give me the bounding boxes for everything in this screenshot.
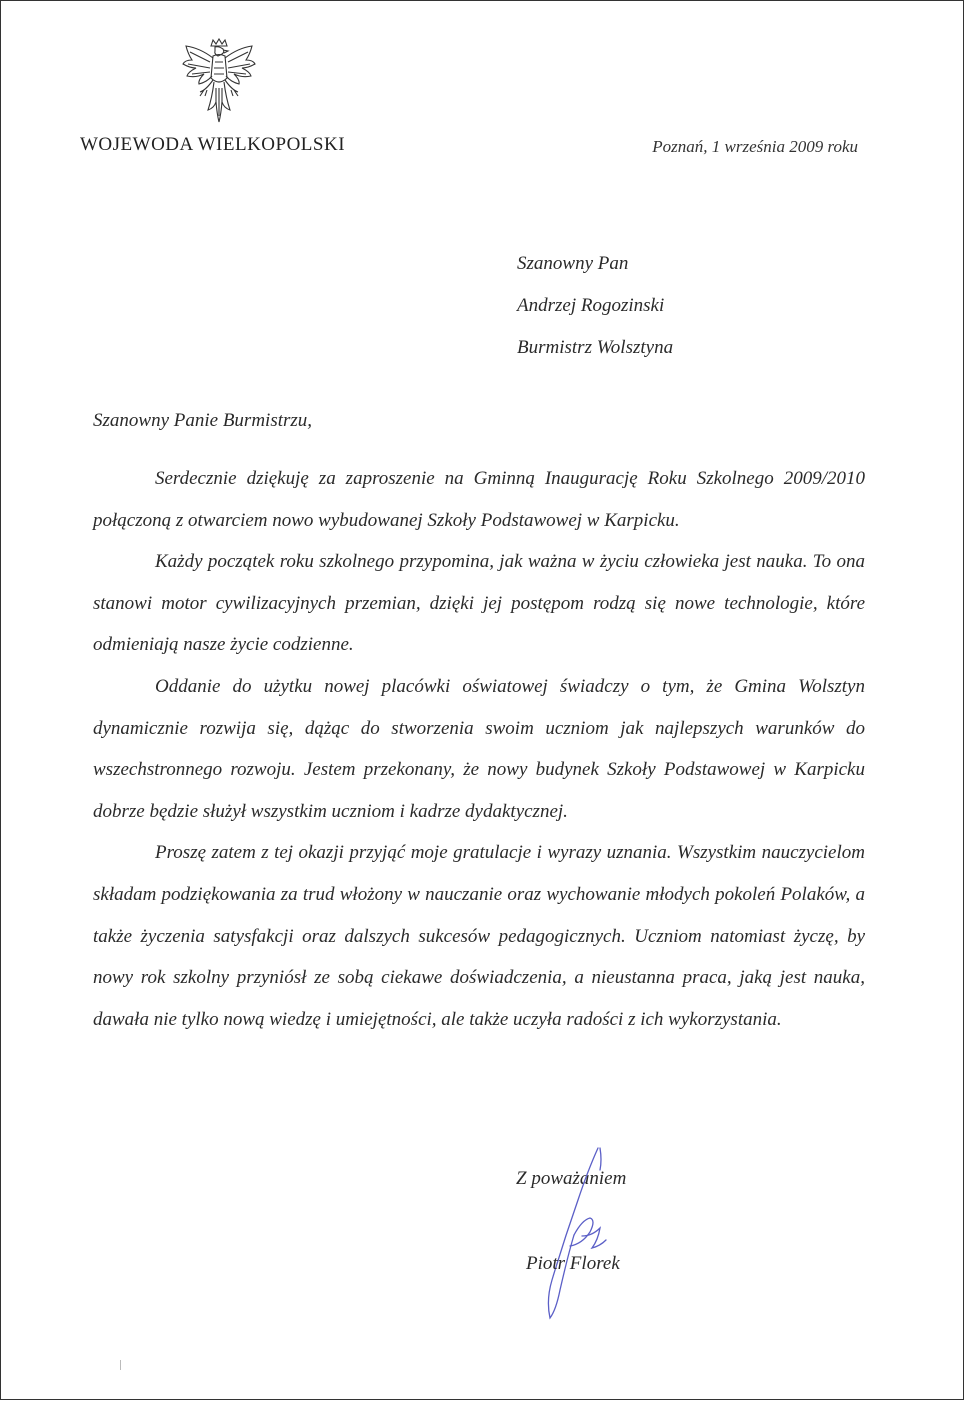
polish-eagle-emblem-icon [180,38,258,128]
body-paragraph: Serdecznie dziękuję za zaproszenie na Gminną Inaugurację Roku Szkolnego 2009/2010 połączoną z otwarciem nowo wybudowanej Szkoły Podstawowej w Karpicku. [93,468,865,531]
recipient-title: Burmistrz Wolsztyna [517,337,674,358]
recipient-name: Andrzej Rogozinski [517,295,665,316]
salutation: Szanowny Panie Burmistrzu, [93,410,313,431]
date-line: Poznań, 1 września 2009 roku [652,137,858,156]
signer-name: Piotr Florek [526,1253,620,1274]
office-name: WOJEWODA WIELKOPOLSKI [80,134,346,155]
recipient-line: Szanowny Pan [517,253,629,274]
scan-mark [120,1360,121,1370]
handwritten-signature [530,1140,640,1325]
body-paragraph: Proszę zatem z tej okazji przyjąć moje gratulacje i wyrazy uznania. Wszystkim nauczycielom składam podziękowania za trud włożony w nauczanie oraz wychowanie młodych pokoleń Polaków, a także życzenia satysfakcji oraz dalszych sukcesów pedagogicznych. Uczniom natomiast życzę, by nowy rok szkolny przyniósł ze sobą ciekawe doświadczenia, a nieustanna praca, jaką jest nauka, dawała nie tylko nową wiedzę i umiejętności, ale także uczyła radości z ich wykorzystania. [93,842,865,1030]
letter-body [93,458,865,1040]
body-paragraph: Każdy początek roku szkolnego przypomina, jak ważna w życiu człowieka jest nauka. To ona stanowi motor cywilizacyjnych przemian, dzięki jej postępom rodzą się nowe technologie, które odmieniają nasze życie codzienne. [93,551,865,656]
recipient-block [517,243,673,369]
body-paragraph: Oddanie do użytku nowej placówki oświatowej świadczy o tym, że Gmina Wolsztyn dynamicznie rozwija się, dążąc do stworzenia swoim uczniom jak najlepszych warunków do wszechstronnego rozwoju. Jestem przekonany, że nowy budynek Szkoły Podstawowej w Karpicku dobrze będzie służył wszystkim uczniom i kadrze dydaktycznej. [93,675,865,822]
closing: Z poważaniem [516,1168,627,1189]
